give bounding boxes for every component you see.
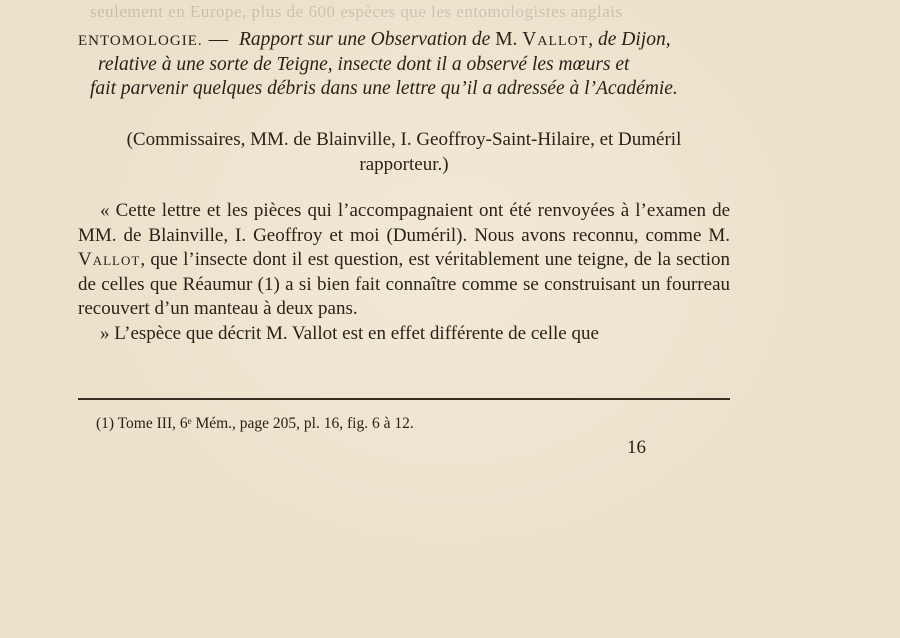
article-heading [78,28,730,101]
page-number: 16 [627,437,646,458]
heading-title-part2: , de Dijon, [588,29,671,50]
footnote-divider [78,398,730,400]
bleed-through-text: seulement en Europe, plus de 600 espèces que les entomologistes anglais [90,2,623,21]
heading-line-3: fait parvenir quelques débris dans une lettre qu’il a adressée à l’Académie. [90,78,678,99]
section-label: ENTOMOLOGIE. [78,33,203,49]
report-body [78,199,730,347]
paragraph-1 [78,199,730,322]
paragraph-2: » L’espèce que décrit M. Vallot est en effet différente de celle que [100,322,599,344]
footnote: (1) Tome III, 6ᵉ Mém., page 205, pl. 16, fig. 6 à 12. [96,415,414,432]
heading-title-part1: Rapport sur une Observation de [239,29,491,50]
paragraph-1-end: , que l’insecte dont il est question, est véritablement une teigne, de la section de celles que Réaumur (1) a si bien fait connaître comme se construisant un fourreau recouvert d’un manteau à deux pans. [78,249,730,320]
heading-author-name: Vallot [522,29,589,50]
commissaires-note [78,127,730,177]
commissaires-line-2: rapporteur.) [359,154,449,175]
paragraph-1-start: « Cette lettre et les pièces qui l’accompagnaient ont été renvoyées à l’examen de MM. de Blainville, I. Geoffroy et moi (Duméril). Nous avons reconnu, comme M. [78,200,730,246]
commissaires-line-1: (Commissaires, MM. de Blainville, I. Geoffroy-Saint-Hilaire, et Duméril [126,129,682,150]
heading-line-2: relative à une sorte de Teigne, insecte dont il a observé les mœurs et [98,54,630,75]
heading-name-prefix: M. [495,29,518,50]
paragraph-1-author-name: Vallot [78,249,141,271]
heading-dash: — [208,29,229,50]
